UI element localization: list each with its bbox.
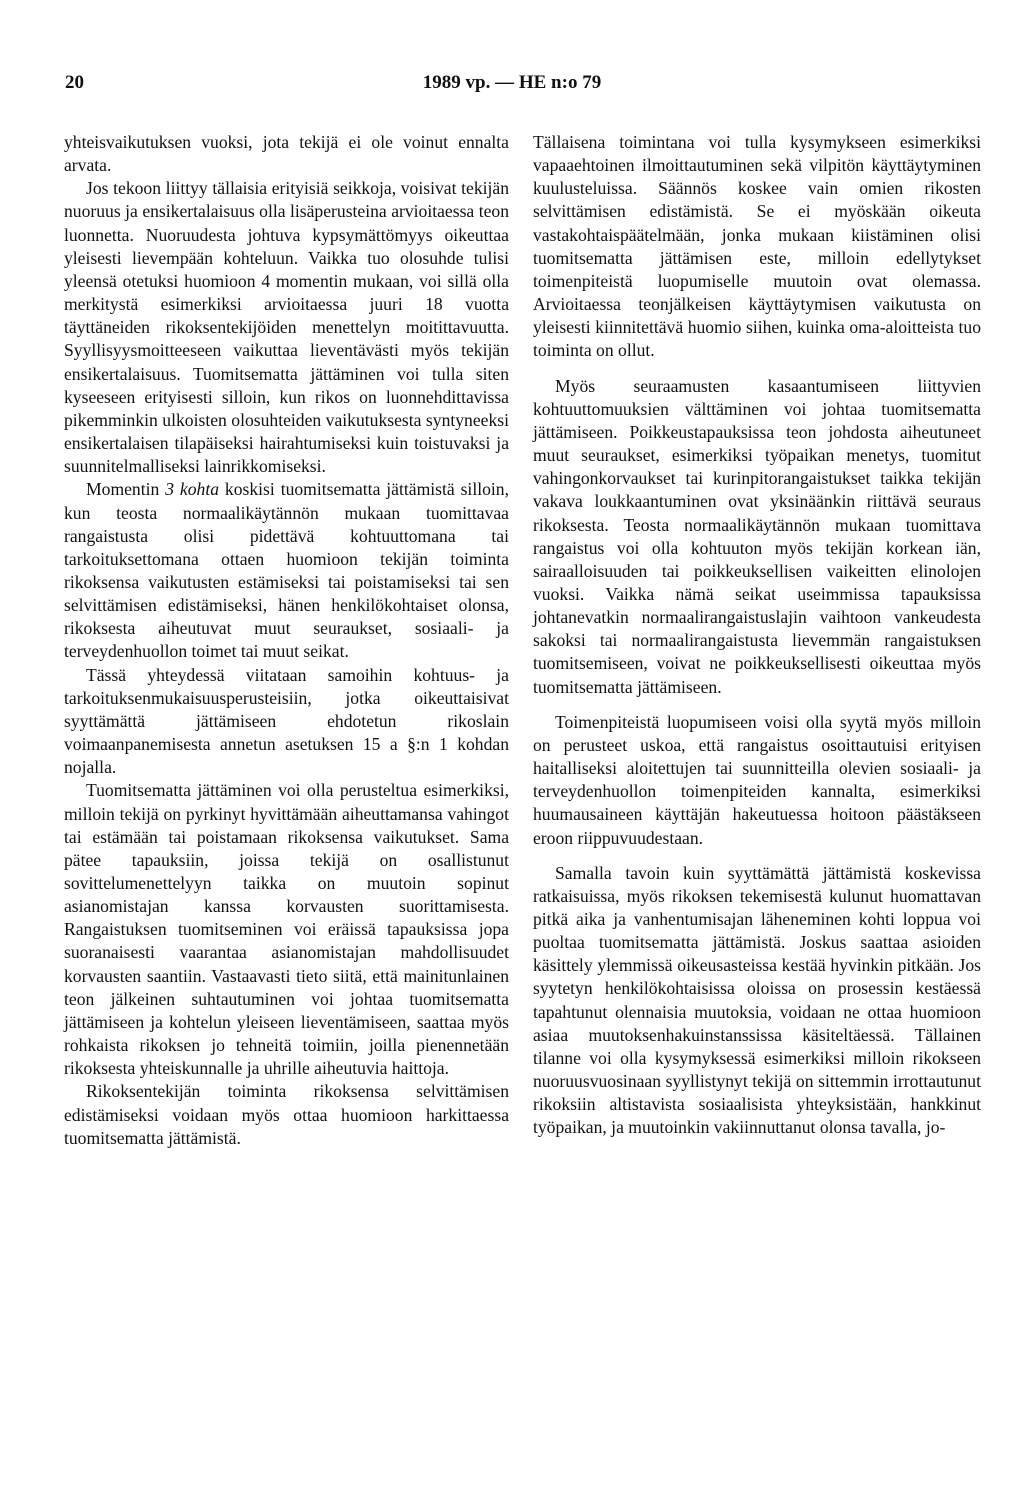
- paragraph: Toimenpiteistä luopumiseen voisi olla syytä myös milloin on perusteet uskoa, että rangaistus osoittautuisi erityisen haitalliseksi aloitettujen tai suunnitteilla olevien sosiaali- ja terveydenhuollon toimenpiteiden kannalta, esimerkiksi huumausaineen käyttäjän hakeutuessa hoitoon päästäkseen eroon riippuvuudestaan.: [533, 711, 981, 848]
- paragraph: Rikoksentekijän toiminta rikoksensa selvittämisen edistämiseksi voidaan myös ottaa huomioon harkittaessa tuomitsematta jättämistä.: [64, 1081, 509, 1148]
- running-title: 1989 vp. — HE n:o 79: [422, 72, 602, 93]
- paragraph: Tällaisena toimintana voi tulla kysymykseen esimerkiksi vapaaehtoinen ilmoittautuminen sekä vilpitön käyttäytyminen kuulusteluissa. Säännös koskee vain omien rikosten selvittämisen edistämistä. Se ei myöskään oikeuta vastakohtaispäätelmään, jonka mukaan kiistäminen olisi tuomitsematta jättämisen este, milloin edellytykset toimenpiteistä luopumiselle muutoin ovat olemassa. Arvioitaessa teonjälkeisen käyttäytymisen vaikutusta on yleisesti kiinnitettävä huomio siihen, kuinka oma-aloitteista tuo toiminta on ollut.: [533, 132, 981, 361]
- right-column: [533, 131, 981, 1140]
- paragraph-text: Momentin: [86, 479, 166, 500]
- paragraph: Myös seuraamusten kasaantumiseen liittyvien kohtuuttomuuksien välttäminen voi johtaa tuomitsematta jättämiseen. Poikkeustapauksissa teon johdosta aiheutuneet muut seuraukset, esimerkiksi työpaikan menetys, tuomitut vahingonkorvaukset tai kurinpitorangaistukset taikka tekijän vakava loukkaantuminen ovat yksinäänkin riittävä seuraus rikoksesta. Teosta normaalikäytännön mukaan tuomittava rangaistus voi olla kohtuuton myös tekijän korkean iän, sairaalloisuuden tai poikkeuksellisen vaikeitten elinolojen vuoksi. Vaikka nämä seikat useimmissa tapauksissa johtanevatkin normaalirangaistuslajin vaihtoon vankeudesta sakoksi tai normaalirangaistusta lievemmän rangaistuksen tuomitsemiseen, voivat ne poikkeuksellisesti oikeuttaa myös tuomitsematta jättämiseen.: [533, 375, 981, 697]
- paragraph: [64, 478, 509, 663]
- page-header: [0, 72, 1024, 104]
- paragraph: yhteisvaikutuksen vuoksi, jota tekijä ei ole voinut ennalta arvata.: [64, 132, 509, 176]
- paragraph: Tuomitsematta jättäminen voi olla perusteltua esimerkiksi, milloin tekijä on pyrkinyt hyvittämään aiheuttamansa vahingot tai estämään tai poistamaan rikoksensa vaikutukset. Sama pätee tapauksiin, joissa tekijä on osallistunut sovittelumenettelyyn taikka on muutoin sopinut asianomistajan kanssa korvausten suorittamisesta. Rangaistuksen tuomitseminen voi eräissä tapauksissa jopa suoranaisesti vaarantaa asianomistajan mahdollisuudet korvausten saantiin. Vastaavasti tieto siitä, että mainitunlainen teon jälkeinen suhtautuminen voi johtaa tuomitsematta jättämiseen ja kohtelun yleiseen lieventämiseen, saattaa myös rohkaista rikoksen jo tehneitä toimiin, joilla pienennetään rikoksesta yhteiskunnalle ja uhrille aiheutuvia haittoja.: [64, 780, 509, 1079]
- left-column: [64, 131, 509, 1150]
- paragraph: Jos tekoon liittyy tällaisia erityisiä seikkoja, voisivat tekijän nuoruus ja ensikertalaisuus olla lisäperusteina arvioitaessa teon luonnetta. Nuoruudesta johtuva kypsymättömyys oikeuttaa yleisesti lievempään kohteluun. Vaikka tuo olosuhde tulisi yleensä otetuksi huomioon 4 momentin mukaan, voi sillä olla merkitystä esimerkiksi arvioitaessa juuri 18 vuotta täyttäneiden rikoksentekijöiden menettelyn moitittavuutta. Syyllisyysmoitteeseen vaikuttaa lieventävästi myös tekijän ensikertalaisuus. Tuomitsematta jättäminen voi tulla siten kyseeseen erityisesti silloin, kun rikos on luonnehdittavissa pikemminkin ulkoisten olosuhteiden vaikutuksesta syntyneeksi ensikertalaisen tilapäiseksi hairahtumiseksi kuin toistuvaksi ja suunnitelmalliseksi lainrikkomiseksi.: [64, 178, 509, 477]
- emphasis-text: 3 kohta: [165, 479, 220, 500]
- paragraph: Tässä yhteydessä viitataan samoihin kohtuus- ja tarkoituksenmukaisuusperusteisiin, jotka oikeuttaisivat syyttämättä jättämiseen ehdotetun rikoslain voimaanpanemisesta annetun asetuksen 15 a §:n 1 kohdan nojalla.: [64, 664, 509, 778]
- paragraph: Samalla tavoin kuin syyttämättä jättämistä koskevissa ratkaisuissa, myös rikoksen tekemisestä kulunut huomattavan pitkä aika ja vanhentumisajan läheneminen kohti loppua voi puoltaa tuomitsematta jättämistä. Joskus saattaa asioiden käsittely ylemmissä oikeusasteissa kestää hyvinkin pitkään. Jos syytetyn henkilökohtaisissa oloissa on prosessin kestäessä tapahtunut olennaisia muutoksia, voidaan ne ottaa huomioon asiaa muutoksenhakuinstanssissa käsiteltäessä. Tällainen tilanne voi olla kysymyksessä esimerkiksi milloin rikokseen nuoruusvuosinaan syyllistynyt tekijä on sittemmin irrottautunut rikoksiin altistavista sosiaalisista yhteyksistään, hankkinut työpaikan, ja muutoinkin vakiinnuttanut olonsa tavalla, jo-: [533, 862, 981, 1138]
- paragraph-text: koskisi tuomitsematta jättämistä silloin, kun teosta normaalikäytännön mukaan tuomittavaa rangaistusta olisi pidettävä kohtuuttomana tai tarkoituksettomana ottaen huomioon tekijän toiminta rikoksensa vaikutusten estämiseksi tai poistamiseksi tai sen selvittämisen edistämiseksi, hänen henkilökohtaiset olonsa, rikoksesta aiheutuvat muut seuraukset, sosiaali- ja terveydenhuollon toimet tai muut seikat.: [64, 479, 509, 662]
- page-number: 20: [65, 72, 84, 93]
